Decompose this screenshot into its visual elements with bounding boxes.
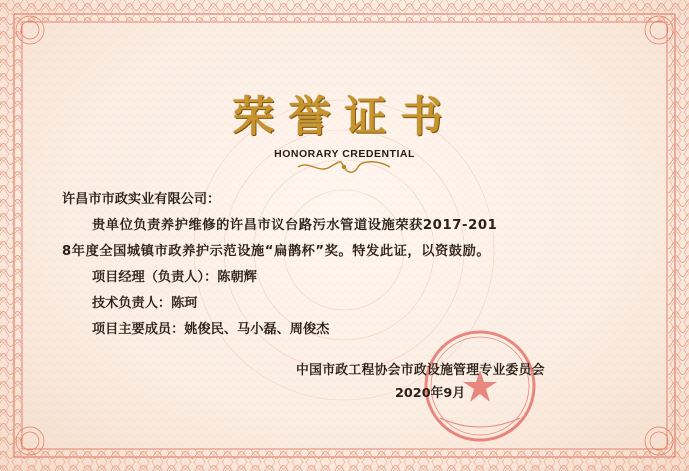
certificate-title: 荣誉证书 [232,92,457,141]
award-text-line-2: 8年度全国城镇市政养护示范设施“扁鹊杯”奖。特发此证，以资鼓励。 [62,244,491,259]
team-members-line: 项目主要成员：姚俊民、马小磊、周俊杰 [92,322,330,337]
project-manager-line: 项目经理（负责人）：陈朝辉 [92,270,257,285]
certificate-subtitle: HONORARY CREDENTIAL [274,148,415,160]
issue-date: 2020年9月 [395,386,466,401]
technical-lead-line: 技术负责人：陈珂 [92,296,198,311]
recipient-line: 许昌市市政实业有限公司： [62,192,221,207]
ornament-icon [296,160,392,174]
issuer-name: 中国市政工程协会市政设施管理专业委员会 [296,363,545,378]
award-text-line-1: 贵单位负责养护维修的许昌市议台路污水管道设施荣获2017-201 [92,218,498,233]
